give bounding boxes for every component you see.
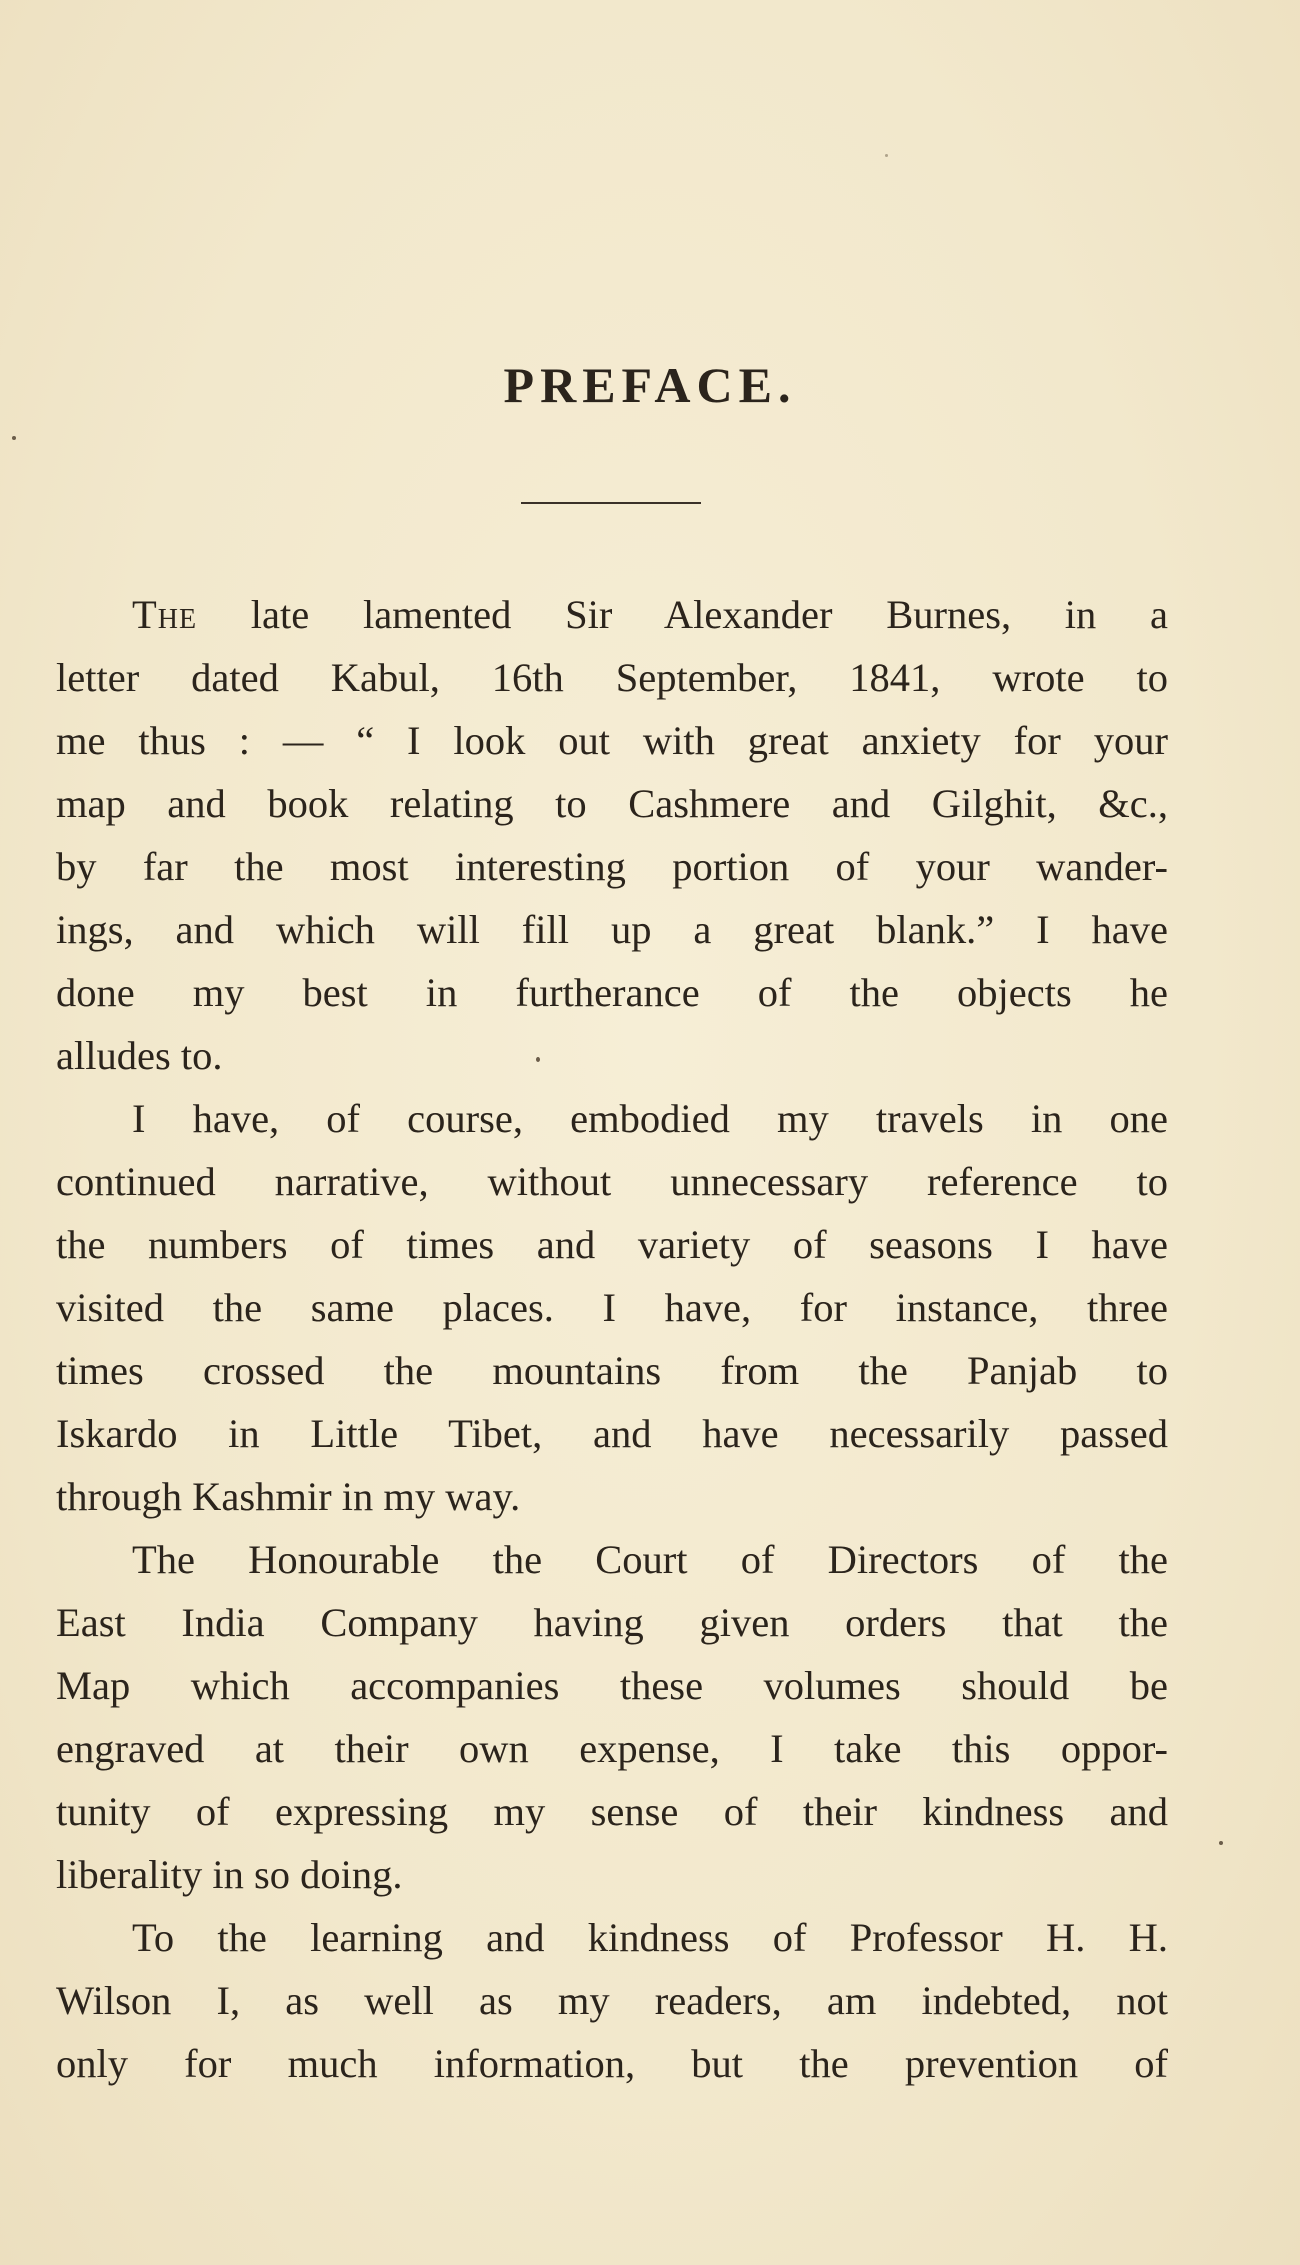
preface-body xyxy=(56,583,1168,2095)
paper-speck xyxy=(536,1057,540,1062)
text-line: Map which accompanies these volumes should be xyxy=(56,1663,1168,1708)
text-line: by far the most interesting portion of your wander- xyxy=(56,844,1168,889)
title-rule xyxy=(521,502,701,504)
page-title: PREFACE. xyxy=(503,357,797,413)
text-line: the numbers of times and variety of seasons I have xyxy=(56,1222,1168,1267)
text-line: To the learning and kindness of Professor H. H. xyxy=(132,1915,1168,1960)
paragraph-1 xyxy=(56,583,1168,1087)
paper-speck xyxy=(12,436,16,440)
paper-speck xyxy=(885,154,888,157)
text-line: only for much information, but the prevention of xyxy=(56,2041,1168,2086)
text-line: The late lamented Sir Alexander Burnes, in a xyxy=(132,592,1168,637)
text-line: liberality in so doing. xyxy=(56,1852,403,1897)
text-line: visited the same places. I have, for instance, three xyxy=(56,1285,1168,1330)
text-line: through Kashmir in my way. xyxy=(56,1474,521,1519)
text-line: East India Company having given orders that the xyxy=(56,1600,1168,1645)
text-line: tunity of expressing my sense of their kindness and xyxy=(56,1789,1168,1834)
text-line: Iskardo in Little Tibet, and have necessarily passed xyxy=(56,1411,1168,1456)
text-line: engraved at their own expense, I take this oppor- xyxy=(56,1726,1168,1771)
text-line: letter dated Kabul, 16th September, 1841, wrote to xyxy=(56,655,1168,700)
text-line: alludes to. xyxy=(56,1033,223,1078)
paragraph-3 xyxy=(56,1528,1168,1906)
text-line: map and book relating to Cashmere and Gilghit, &c., xyxy=(56,781,1168,826)
lead-word: The xyxy=(132,592,198,637)
text-line: I have, of course, embodied my travels in one xyxy=(132,1096,1168,1141)
paragraph-2 xyxy=(56,1087,1168,1528)
text-line: done my best in furtherance of the objects he xyxy=(56,970,1168,1015)
text-line: Wilson I, as well as my readers, am indebted, not xyxy=(56,1978,1168,2023)
text-line: me thus : — “ I look out with great anxiety for your xyxy=(56,718,1168,763)
text-line: ings, and which will fill up a great blank.” I have xyxy=(56,907,1168,952)
paragraph-4 xyxy=(56,1906,1168,2095)
paper-speck xyxy=(1219,1841,1223,1845)
text-line: The Honourable the Court of Directors of the xyxy=(132,1537,1168,1582)
text-line: continued narrative, without unnecessary reference to xyxy=(56,1159,1168,1204)
text-line: times crossed the mountains from the Panjab to xyxy=(56,1348,1168,1393)
